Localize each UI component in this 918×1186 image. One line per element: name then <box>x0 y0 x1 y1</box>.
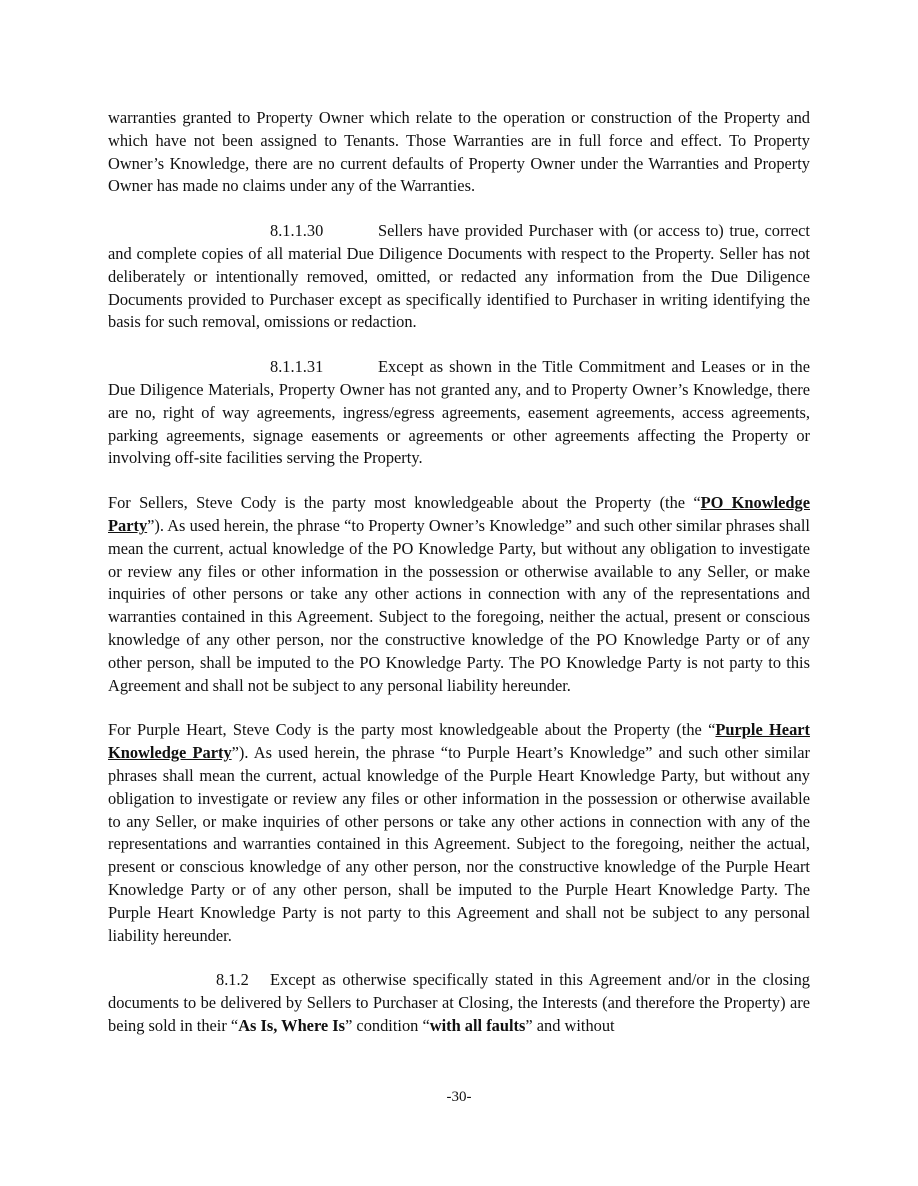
section-number: 8.1.2 <box>216 970 249 990</box>
paragraph-text: ”). As used herein, the phrase “to Property Owner’s Knowledge” and such other similar phrases shall mean the current, actual knowledge of the PO Knowledge Party, but without any obligation to investigate or review any files or other information in the possession or otherwise available to any Seller, or make inquiries of other persons or take any other actions in connection with any of the representations and warranties contained in this Agreement. Subject to the foregoing, neither the actual, present or conscious knowledge of any other person, nor the constructive knowledge of the PO Knowledge Party or of any other person, shall be imputed to the PO Knowledge Party. The PO Knowledge Party is not party to this Agreement and shall not be subject to any personal liability hereunder. <box>108 515 810 695</box>
bold-phrase: with all faults <box>429 1015 526 1035</box>
document-page <box>108 107 810 1060</box>
paragraph-text: For Purple Heart, Steve Cody is the party most knowledgeable about the Property (the “ <box>108 720 716 740</box>
page-number: -30- <box>446 1089 472 1105</box>
section-text: ” condition “ <box>345 1015 430 1035</box>
section-text: ” and without <box>525 1015 615 1035</box>
paragraph-text: For Sellers, Steve Cody is the party most knowledgeable about the Property (the “ <box>108 493 701 513</box>
defined-term: Purple Heart Knowledge Party <box>108 720 810 763</box>
bold-phrase: As Is, Where Is <box>238 1015 346 1035</box>
defined-term: PO Knowledge Party <box>108 493 810 535</box>
section-text: Except as otherwise specifically stated in this Agreement and/or in the closing documents to be delivered by Sellers to Purchaser at Closing, the Interests (and therefore the Property) are being sold in their “ <box>108 970 810 1035</box>
section-text: Sellers have provided Purchaser with (or access to) true, correct and complete copies of all material Due Diligence Documents with respect to the Property. Seller has not deliberately or intentionally removed, omitted, or redacted any information from the Due Diligence Documents provided to Purchaser except as specifically identified to Purchaser in writing identifying the basis for such removal, omissions or redaction. <box>108 221 810 332</box>
paragraph-text: ”). As used herein, the phrase “to Purple Heart’s Knowledge” and such other similar phrases shall mean the current, actual knowledge of the Purple Heart Knowledge Party, but without any obligation to investigate or review any files or other information in the possession or otherwise available to any Seller, or make inquiries of other persons or take any other actions in connection with any of the representations and warranties contained in this Agreement. Subject to the foregoing, neither the actual, present or conscious knowledge of any other person, nor the constructive knowledge of the Purple Heart Knowledge Party or of any other person, shall be imputed to the Purple Heart Knowledge Party. The Purple Heart Knowledge Party is not party to this Agreement and shall not be subject to any personal liability hereunder. <box>108 743 810 945</box>
po-knowledge-paragraph <box>108 492 810 697</box>
section-8-1-1-30 <box>108 220 810 334</box>
section-number: 8.1.1.30 <box>270 221 324 241</box>
purple-heart-knowledge-paragraph <box>108 719 810 947</box>
section-text: Except as shown in the Title Commitment and Leases or in the Due Diligence Materials, Property Owner has not granted any, and to Property Owner’s Knowledge, there are no, right of way agreements, ingress/egress agreements, easement agreements, access agreements, parking agreements, signage easements or agreements or other agreements affecting the Property or involving off-site facilities serving the Property. <box>108 357 810 468</box>
section-8-1-1-31 <box>108 356 810 470</box>
section-8-1-2 <box>108 969 810 1037</box>
section-number: 8.1.1.31 <box>270 357 324 377</box>
continuation-paragraph: warranties granted to Property Owner which relate to the operation or construction of the Property and which have not been assigned to Tenants. Those Warranties are in full force and effect. To Property Owner’s Knowledge, there are no current defaults of Property Owner under the Warranties and Property Owner has made no claims under any of the Warranties. <box>108 108 810 196</box>
